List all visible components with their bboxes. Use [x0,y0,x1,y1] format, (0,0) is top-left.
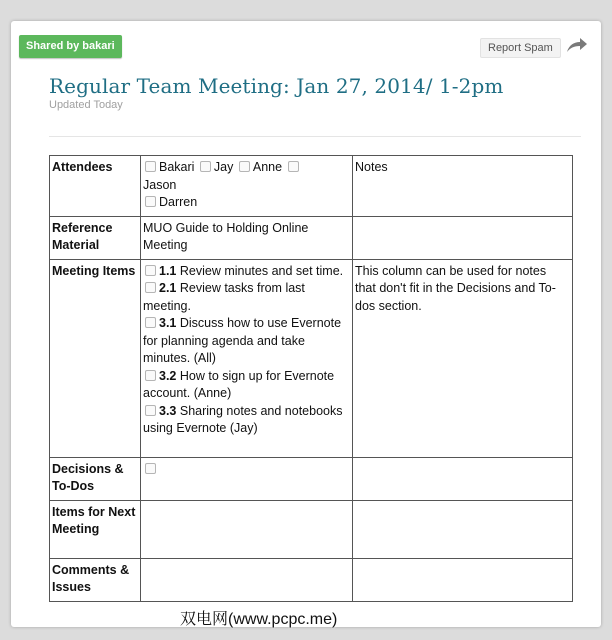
item-text: Discuss how to use Evernote for planning agenda and take minutes. (All) [143,316,342,365]
meeting-items-cell [141,259,353,457]
notes-cell [353,500,573,558]
attendees-cell [141,156,353,217]
notes-cell [353,558,573,601]
share-arrow-icon[interactable] [565,36,589,54]
list-item [143,280,350,315]
comments-cell [141,558,353,601]
row-label: Meeting Items [50,259,141,457]
attendee-name: Jason [143,177,177,192]
row-label: Attendees [50,156,141,217]
checkbox-icon[interactable] [200,161,211,172]
next-items-cell [141,500,353,558]
checkbox-icon[interactable] [145,196,156,207]
attendee-name: Darren [159,195,198,209]
table-row [50,558,573,601]
list-item [143,368,350,403]
table-row [50,259,573,457]
item-number: 3.1 [159,316,177,330]
table-row [50,216,573,259]
row-label: Decisions & To-Dos [50,457,141,500]
watermark-text: 双电网(www.pcpc.me) [180,611,338,628]
item-text: Sharing notes and notebooks using Evernote (Jay) [143,403,343,435]
notes-cell [353,457,573,500]
note-title: Regular Team Meeting: Jan 27, 2014/ 1-2pm [49,74,504,98]
checkbox-icon[interactable] [288,161,299,172]
attendee-name: Anne [252,160,283,174]
item-number: 3.3 [159,403,177,418]
row-label: Reference Material [50,216,141,259]
row-label: Comments & Issues [50,558,141,601]
shared-by-badge: Shared by bakari [19,35,122,58]
header-divider [49,136,581,137]
meeting-table [49,155,573,602]
item-text: How to sign up for Evernote account. (Anne) [143,368,335,400]
row-label: Items for Next Meeting [50,500,141,558]
notes-cell: Notes [353,156,573,217]
list-item [143,315,350,368]
checkbox-icon[interactable] [239,161,250,172]
checkbox-icon[interactable] [145,161,156,172]
item-text: Review tasks from last meeting. [143,281,305,313]
checkbox-icon[interactable] [145,265,156,276]
decisions-cell [141,457,353,500]
item-text: Review minutes and set time. [176,263,344,278]
reference-cell: MUO Guide to Holding Online Meeting [141,216,353,259]
table-row [50,156,573,217]
list-item [143,263,350,281]
checkbox-icon[interactable] [145,405,156,416]
checkbox-icon[interactable] [145,463,156,474]
checkbox-icon[interactable] [145,317,156,328]
table-row [50,500,573,558]
list-item [143,403,350,438]
table-row [50,457,573,500]
checkbox-icon[interactable] [145,370,156,381]
checkbox-icon[interactable] [145,282,156,293]
updated-label: Updated Today [49,99,123,111]
item-number: 2.1 [159,281,177,295]
attendee-name: Bakari [159,160,195,174]
report-spam-button[interactable]: Report Spam [480,38,561,58]
attendee-name: Jay [213,160,234,174]
notes-cell: This column can be used for notes that don't fit in the Decisions and To-dos section. [353,259,573,457]
notes-cell [353,216,573,259]
item-number: 3.2 [159,368,177,383]
item-number: 1.1 [159,263,177,278]
